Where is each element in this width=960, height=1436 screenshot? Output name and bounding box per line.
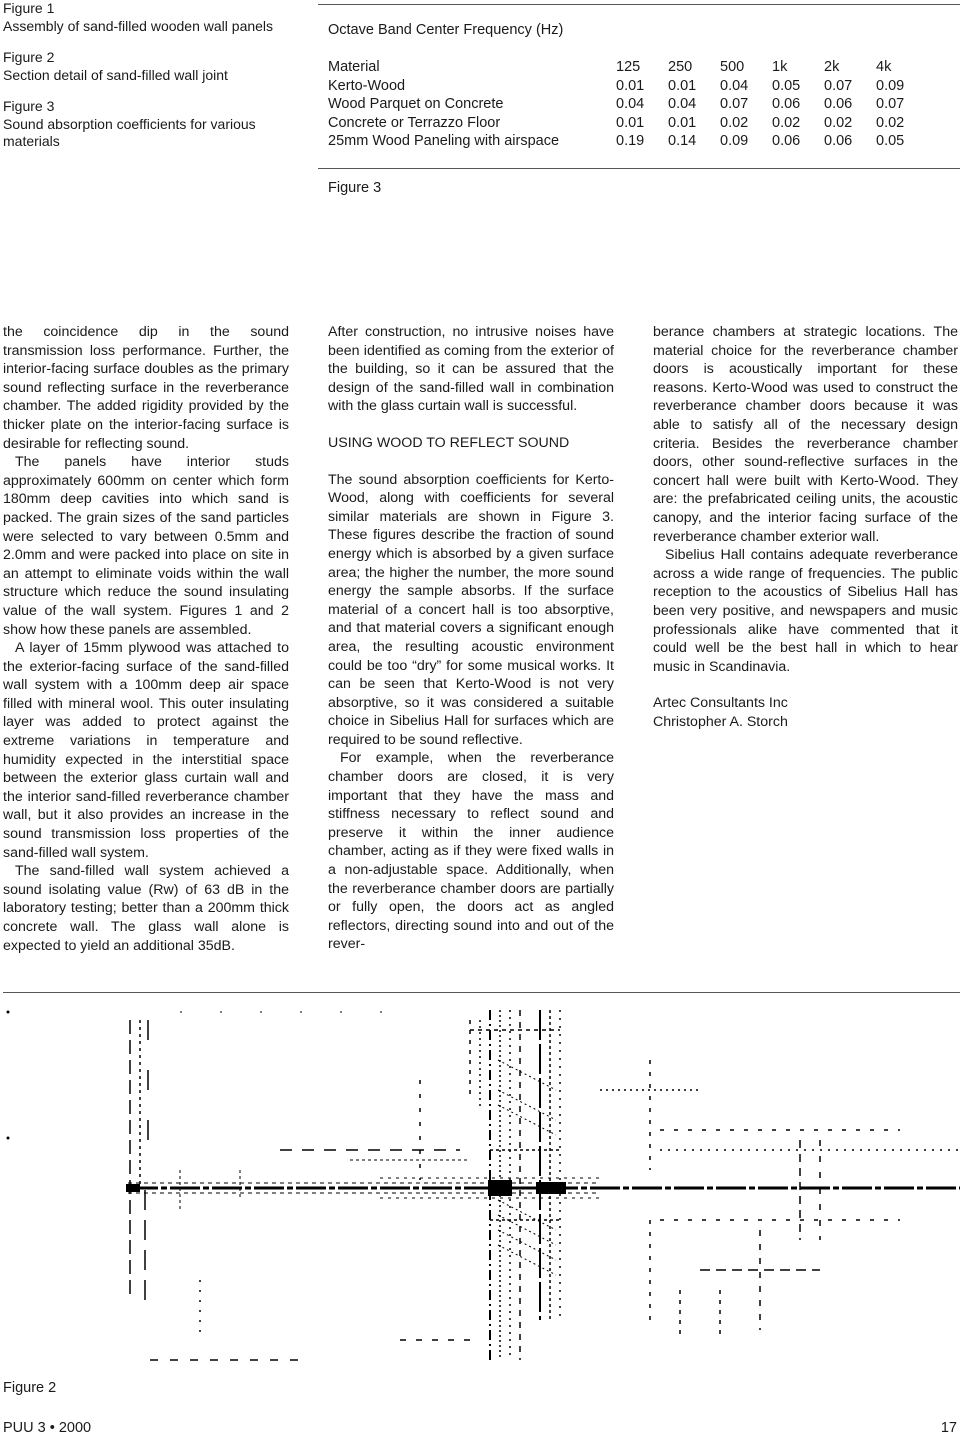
table-cell: 0.06 <box>772 133 801 149</box>
table-cell: 0.19 <box>616 133 645 149</box>
paragraph: The sand-filled wall system achieved a sound isolating value (Rw) of 63 dB in the laboratory testing; better than a 200mm thick concrete wall. The glass wall alone is expected to yield an additional 35dB. <box>3 863 289 954</box>
page-number: 17 <box>940 1420 957 1436</box>
text-column-2 <box>328 323 614 954</box>
joint-block <box>488 1180 512 1196</box>
table-divider <box>318 168 960 169</box>
table-cell: 0.02 <box>876 114 905 131</box>
header-cell: 250 <box>668 59 693 75</box>
joint-block <box>536 1182 566 1194</box>
paragraph: After construction, no intrusive noises have been identified as coming from the exterior of the building, so it can be assured that the design of the sand-filled wall in combination with the glass curtain wall is successful. <box>328 324 614 415</box>
caption-figure-3 <box>3 98 303 151</box>
section-heading: USING WOOD TO REFLECT SOUND <box>328 434 570 451</box>
caption-label: Figure 2 <box>3 49 55 65</box>
paragraph: The sound absorption coefficients for Kerto-Wood, along with coefficients for several similar materials are shown in Figure 3. These figures describe the fraction of sound energy which is absorbed by a given surface area; the higher the number, the more sound energy the sample absorbs. If the surface material of a concert hall is too absorptive, and that material covers a significant enough area, the resulting acoustic environment could be too “dry” for some musical works. It can be seen that Kerto-Wood is not very absorptive, so it was considered a suitable choice in Sibelius Hall for surfaces which are required to be sound reflective. <box>328 471 614 748</box>
table-cell: 0.01 <box>668 77 697 94</box>
paragraph: Sibelius Hall contains adequate reverberance across a wide range of frequencies. The public reception to the acoustics of Sibelius Hall has been very positive, and newspapers and music professionals alike have commented that it could well be the best hall in which to hear music in Scandinavia. <box>653 547 958 675</box>
table-cell: 0.05 <box>876 133 905 149</box>
table-cell: 0.09 <box>720 133 749 149</box>
caption-label: Figure 3 <box>3 98 55 114</box>
table-cell: 0.06 <box>824 133 853 149</box>
figure-3-label: Figure 3 <box>328 180 382 196</box>
table-cell: 25mm Wood Paneling with airspace <box>328 133 560 149</box>
author-line: Artec Consultants Inc <box>653 695 788 712</box>
table-cell: 0.02 <box>720 114 749 131</box>
header-cell: 125 <box>616 59 641 75</box>
table-row <box>328 114 906 133</box>
joint-block <box>126 1184 140 1192</box>
caption-label: Figure 1 <box>3 0 55 16</box>
caption-text: Assembly of sand-filled wooden wall panels <box>3 17 274 34</box>
text-column-3 <box>653 323 958 731</box>
table-cell: 0.04 <box>668 96 697 112</box>
table-cell: 0.01 <box>616 77 645 94</box>
table-cell: 0.07 <box>824 77 853 94</box>
table-cell: Concrete or Terrazzo Floor <box>328 114 501 131</box>
figure-captions <box>3 0 303 165</box>
paragraph: The panels have interior studs approximately 600mm on center which form 180mm deep cavities into which sand is packed. The grain sizes of the sand particles were selected to vary between 0.5mm and 2.0mm and were packed into place on site in an attempt to eliminate voids within the wall structure which reduce the sound insulating value of the wall system. Figures 1 and 2 show how these panels are assembled. <box>3 454 289 638</box>
table-cell: 0.04 <box>720 77 749 94</box>
caption-text: Sound absorption coefficients for various materials <box>3 115 256 149</box>
table-row <box>328 77 906 96</box>
sand-hatch <box>498 1200 556 1275</box>
table-cell: 0.07 <box>720 96 749 112</box>
table-cell: 0.01 <box>616 114 645 131</box>
table-title: Octave Band Center Frequency (Hz) <box>328 22 564 38</box>
table-cell: 0.07 <box>876 96 905 112</box>
table-cell: 0.02 <box>824 114 853 131</box>
table-cell: 0.14 <box>668 133 697 149</box>
text-column-1 <box>3 323 289 955</box>
header-cell: 4k <box>876 59 892 75</box>
paragraph: A layer of 15mm plywood was attached to the exterior-facing surface of the sand-filled wall system with a 100mm deep air space filled with mineral wool. This outer insulating layer was added to protect against the extreme variations in temperature and humidity expected in the interstitial space between the exterior glass curtain wall and the interior sand-filled reverberance chamber wall, but it also provides an increase in the sound transmission loss properties of the sand-filled wall system. <box>3 640 289 861</box>
author-line: Christopher A. Storch <box>653 713 788 730</box>
table-cell: 0.06 <box>824 96 853 112</box>
footer-publication: PUU 3 • 2000 <box>3 1420 92 1436</box>
paragraph: berance chambers at strategic locations. The material choice for the reverberance chamber doors is acoustically important for these reasons. Kerto-Wood was used to construct the reverberance chamber doors because it was able to satisfy all of the necessary design criteria. Besides the reverberance chamber doors, other sound-reflective surfaces in the concert hall were built with Kerto-Wood. They are: the prefabricated ceiling units, the acoustic canopy, and the interior facing surface of the reverberance chamber exterior wall. <box>653 324 958 545</box>
table-cell: 0.05 <box>772 77 801 94</box>
dot-mark <box>7 1011 10 1014</box>
paragraph: For example, when the reverberance chamber doors are closed, it is very important that they have the mass and stiffness necessary to reflect sound and preserve it within the inner audience chamber, acting as if they were fixed walls in a non-adjustable space. Additionally, when the reverberance chamber doors are partially or fully open, the doors act as angled reflectors, directing sound into and out of the rever- <box>328 750 614 953</box>
top-divider <box>318 4 960 5</box>
table-cell: 0.01 <box>668 114 697 131</box>
header-cell: 1k <box>772 59 788 75</box>
table-cell: 0.09 <box>876 77 905 94</box>
header-cell: 500 <box>720 59 745 75</box>
caption-figure-1 <box>3 0 303 35</box>
wall-joint-drawing <box>0 1000 960 1370</box>
table-cell: Wood Parquet on Concrete <box>328 96 504 112</box>
figure-2-label: Figure 2 <box>3 1380 57 1396</box>
header-cell: Material <box>328 59 380 75</box>
table-cell: 0.06 <box>772 96 801 112</box>
table-header-row <box>328 58 906 77</box>
table-cell: Kerto-Wood <box>328 77 406 94</box>
absorption-table <box>328 58 906 151</box>
caption-figure-2 <box>3 49 303 84</box>
table-cell: 0.04 <box>616 96 645 112</box>
bottom-divider <box>3 992 960 993</box>
sand-hatch <box>498 1060 556 1135</box>
header-cell: 2k <box>824 59 840 75</box>
table-cell: 0.02 <box>772 114 801 131</box>
table-row <box>328 132 906 151</box>
dot-mark <box>7 1137 10 1140</box>
table-row <box>328 95 906 114</box>
paragraph: the coincidence dip in the sound transmission loss performance. Further, the interior-facing surface doubles as the primary sound reflecting surface in the reverberance chamber. The added rigidity provided by the thicker plate on the interior-facing surface is desirable for reflecting sound. <box>3 324 289 452</box>
caption-text: Section detail of sand-filled wall joint <box>3 66 228 83</box>
